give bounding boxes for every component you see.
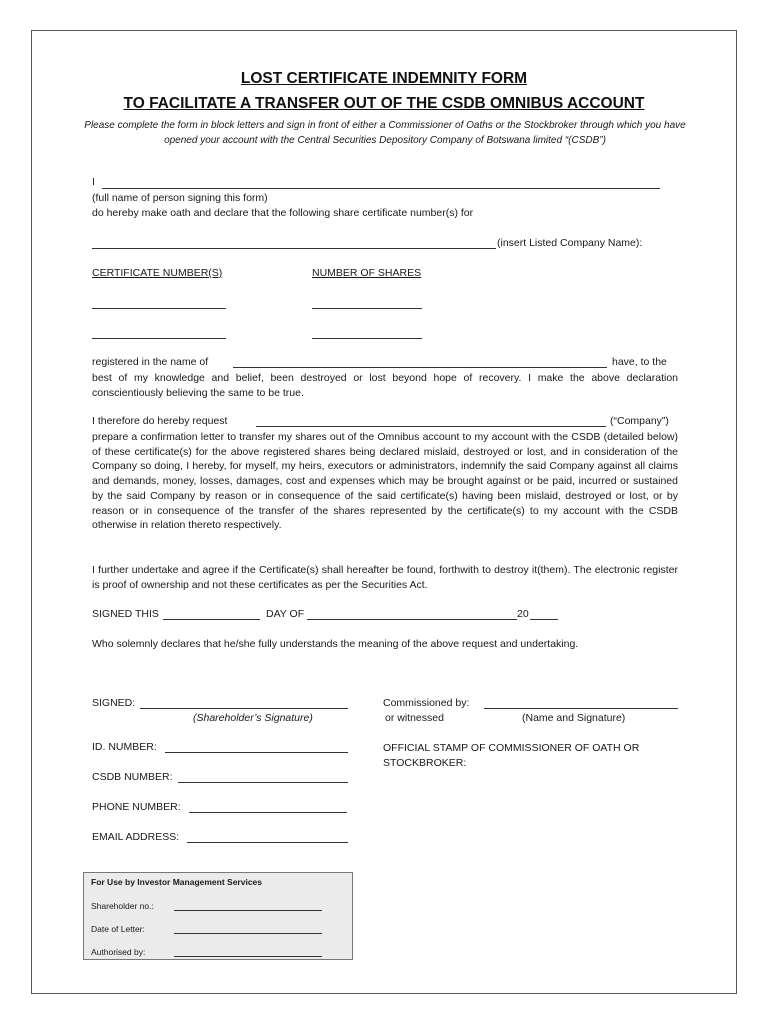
csdb-number-label: CSDB NUMBER:: [92, 771, 173, 783]
form-subtitle: TO FACILITATE A TRANSFER OUT OF THE CSDB OMNIBUS ACCOUNT: [123, 95, 645, 112]
registered-paragraph: best of my knowledge and belief, been destroyed or lost beyond hope of recovery. I make the above declaration conscientiously believing the same to be true.: [92, 372, 678, 399]
day-of-label: DAY OF: [266, 608, 305, 620]
commissioned-by-label: Commissioned by:: [383, 697, 470, 709]
request-tail: (“Company”): [610, 415, 669, 427]
certificate-number-field-2[interactable]: [92, 338, 226, 339]
request-company-field[interactable]: [256, 426, 606, 427]
shareholder-signature-hint: (Shareholder’s Signature): [193, 712, 313, 724]
phone-number-field[interactable]: [189, 812, 347, 813]
request-paragraph: prepare a confirmation letter to transfer my shares out of the Omnibus account to my account with the CSDB (detailed below) of these certificate(s) for the above registered shares being declared mislaid, destroyed or lost, and in consideration of the Company so doing, I hereby, for myself, my heirs, executors or administrators, indemnify the said Company against all claims and demands, money, losses, damages, cost and expenses which may be brought against or be paid, incurred or sustained by the said Company by reason or in consequence of the said certificate(s) having been mislaid, destroyed or lost, or by reason or in consequence of the transfer of the shares represented by the certificate(s) to my account with the CSDB otherwise in relation thereto respectively.: [92, 431, 678, 532]
name-signature-hint: (Name and Signature): [522, 712, 626, 724]
solemn-declaration: Who solemnly declares that he/she fully understands the meaning of the above request and undertaking.: [92, 638, 579, 650]
number-of-shares-field-2[interactable]: [312, 338, 422, 339]
undertaking-paragraph: I further undertake and agree if the Certificate(s) shall hereafter be found, forthwith to destroy it(them). The electronic register is proof of ownership and not these certificates as per the Securities Act.: [92, 564, 678, 591]
declarant-prefix: I: [92, 176, 95, 188]
authorised-by-label: Authorised by:: [91, 947, 146, 957]
id-number-field[interactable]: [165, 752, 348, 753]
signed-this-label: SIGNED THIS: [92, 608, 159, 620]
office-use-heading: For Use by Investor Management Services: [91, 877, 263, 887]
certificate-numbers-header: CERTIFICATE NUMBER(S): [92, 267, 223, 279]
email-address-field[interactable]: [187, 842, 348, 843]
company-hint: (insert Listed Company Name):: [497, 237, 643, 249]
full-name-hint: (full name of person signing this form): [92, 192, 268, 204]
email-address-label: EMAIL ADDRESS:: [92, 831, 180, 843]
form-instructions: Please complete the form in block letters and sign in front of either a Commissioner of Oaths or the Stockbroker through which you have opened your account with the Central Securities Depository Company of Botswana limited “(CSDB”): [84, 120, 686, 146]
or-witnessed-label: or witnessed: [385, 712, 444, 724]
id-number-label: ID. NUMBER:: [92, 741, 157, 753]
signed-year-field[interactable]: [530, 619, 558, 620]
request-lead: I therefore do hereby request: [92, 415, 228, 427]
number-of-shares-field-1[interactable]: [312, 308, 422, 309]
authorised-by-field[interactable]: [174, 956, 322, 957]
listed-company-field[interactable]: [92, 248, 496, 249]
shareholder-no-label: Shareholder no.:: [91, 901, 154, 911]
date-of-letter-label: Date of Letter:: [91, 924, 145, 934]
signed-label: SIGNED:: [92, 697, 136, 709]
phone-number-label: PHONE NUMBER:: [92, 801, 181, 813]
signed-month-field[interactable]: [307, 619, 517, 620]
registered-tail: have, to the: [612, 356, 667, 368]
form-title: LOST CERTIFICATE INDEMNITY FORM: [240, 70, 528, 87]
signed-day-field[interactable]: [163, 619, 260, 620]
date-of-letter-field[interactable]: [174, 933, 322, 934]
full-name-field[interactable]: [102, 188, 660, 189]
commissioner-field[interactable]: [484, 708, 678, 709]
oath-statement: do hereby make oath and declare that the following share certificate number(s) for: [92, 207, 474, 219]
year-prefix: 20: [517, 608, 529, 620]
certificate-number-field-1[interactable]: [92, 308, 226, 309]
shareholder-no-field[interactable]: [174, 910, 322, 911]
shareholder-signature-field[interactable]: [140, 708, 348, 709]
number-of-shares-header: NUMBER OF SHARES: [312, 267, 422, 279]
csdb-number-field[interactable]: [178, 782, 348, 783]
registered-name-field[interactable]: [233, 367, 607, 368]
official-stamp-label: OFFICIAL STAMP OF COMMISSIONER OF OATH OR STOCKBROKER:: [383, 742, 640, 769]
registered-lead: registered in the name of: [92, 356, 209, 368]
